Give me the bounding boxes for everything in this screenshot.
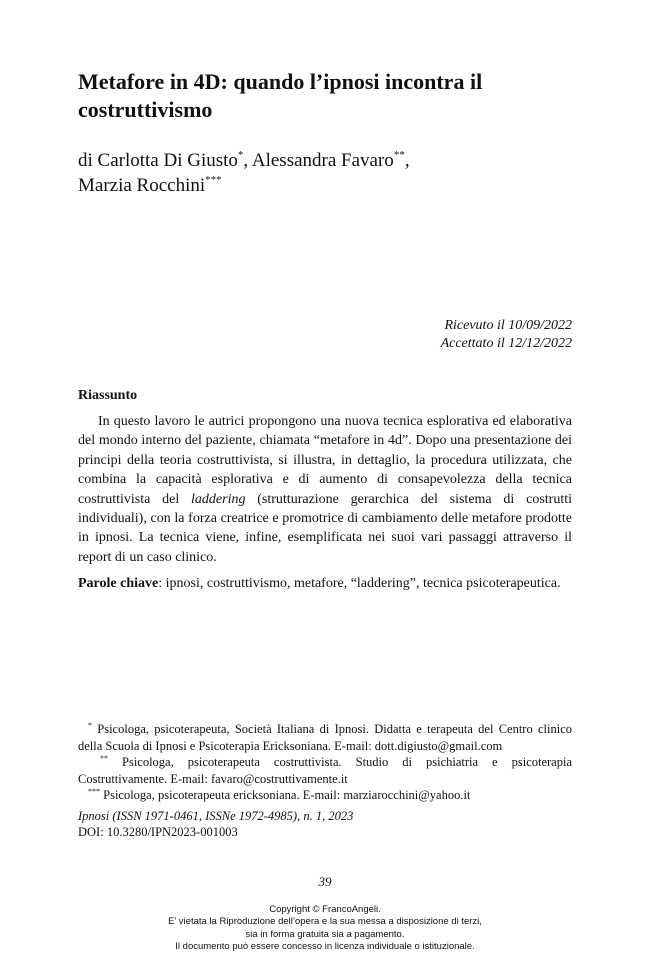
accepted-date: Accettato il 12/12/2022 (440, 336, 572, 351)
journal-reference: Ipnosi (ISSN 1971-0461, ISSNe 1972-4985), n. 1, 2023 (78, 809, 354, 823)
submission-dates (441, 317, 572, 353)
abstract-text (78, 412, 572, 567)
copyright-notice (0, 904, 650, 954)
footnote (78, 721, 572, 754)
abstract-heading: Riassunto (78, 388, 138, 403)
copyright-line: Il documento può essere concesso in licenza individuale o istituzionale. (175, 941, 475, 953)
author-separator: , (404, 150, 410, 171)
doi: DOI: 10.3280/IPN2023-001003 (78, 825, 238, 839)
abstract-italic-term: laddering (191, 491, 246, 507)
keywords (78, 574, 572, 593)
abstract-text-part: (strutturazione gerarchica del sistema di costrutti individuali), con la forza creatrice e promotrice di cambiamento delle metafore prodotte in ipnosi. La tecnica viene, infine, esemplificata nei suoi vari passaggi attraverso il report di un caso clinico. (78, 491, 572, 565)
keywords-text: : ipnosi, costruttivismo, metafore, “laddering”, tecnica psicoterapeutica. (158, 576, 561, 591)
abstract-text-part: In questo lavoro le autrici propongono una nuova tecnica esplorativa ed elaborativa del mondo interno del paziente, chiamata “metafore in 4d”. Dopo una presentazione dei principi della teoria costruttivista, si illustra, in dettaglio, la procedura utilizzata, che combina la capacità esplorativa e di aumento di consapevolezza della tecnica costruttivista del (78, 414, 572, 507)
footnote-text: Psicologa, psicoterapeuta ericksoniana. E-mail: marziarocchini@yahoo.it (100, 788, 471, 803)
footnotes (78, 721, 572, 804)
author-list (78, 148, 558, 198)
author-separator: , (243, 150, 252, 171)
footnote-mark: * (237, 149, 244, 161)
keywords-label: Parole chiave (78, 576, 159, 591)
footnote-mark: ** (393, 149, 405, 161)
footnote (78, 787, 572, 804)
footnote-mark: *** (205, 174, 222, 186)
journal-info (78, 808, 353, 840)
received-date: Ricevuto il 10/09/2022 (444, 318, 572, 333)
footnote-text: Psicologa, psicoterapeuta, Società Italiana di Ipnosi. Didatta e terapeuta del Centro clinico della Scuola di Ipnosi e Psicoterapia Ericksoniana. E-mail: dott.digiusto@gmail.com (78, 722, 572, 753)
footnote-mark: * (88, 721, 92, 730)
footnote-mark: ** (100, 754, 108, 764)
footnote (78, 754, 572, 787)
page-number: 39 (318, 874, 332, 889)
author-name: Marzia Rocchini (78, 175, 206, 196)
author-name: Alessandra Favaro (251, 150, 394, 171)
author-name: Carlotta Di Giusto (97, 150, 238, 171)
copyright-line: Copyright © FrancoAngeli. (269, 904, 381, 915)
article-title: Metafore in 4D: quando l’ipnosi incontra il costruttivismo (78, 69, 483, 122)
footnote-mark: *** (88, 787, 100, 797)
footnote-text: Psicologa, psicoterapeuta costruttivista. Studio di psichiatria e psicoterapia Costruttivamente. E-mail: favaro@costruttivamente.it (78, 755, 572, 786)
copyright-line: sia in forma gratuita sia a pagamento. (245, 928, 405, 940)
copyright-line: E’ vietata la Riproduzione dell’opera e la sua messa a disposizione di terzi, (168, 916, 482, 928)
author-prefix: di (78, 150, 98, 171)
